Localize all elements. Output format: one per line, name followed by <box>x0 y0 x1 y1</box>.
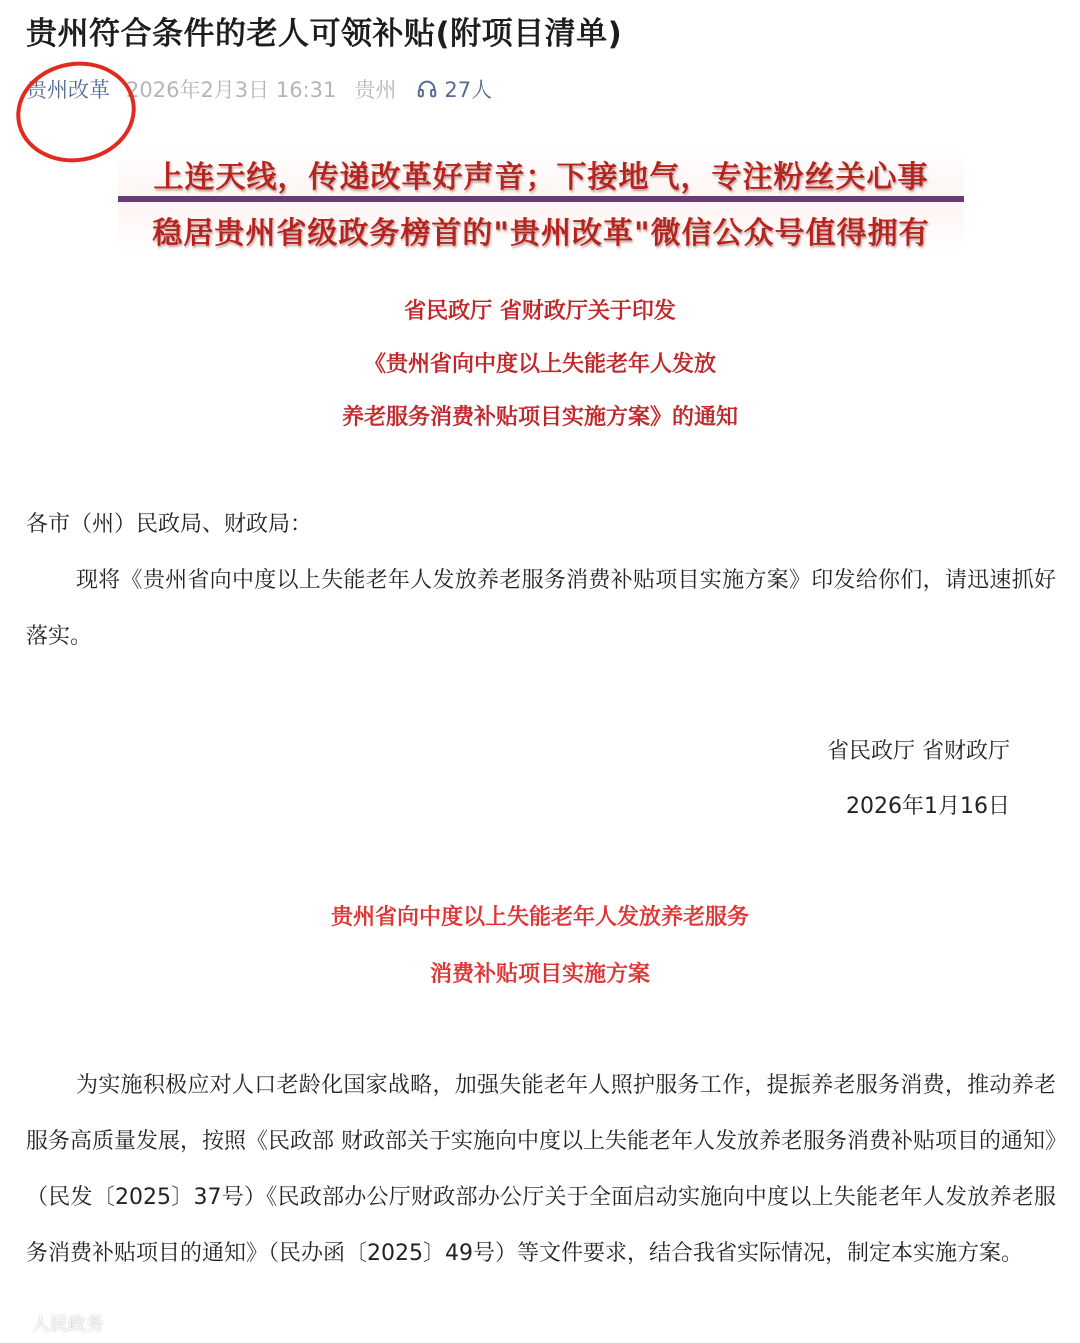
listener-count: 27人 <box>444 78 493 102</box>
publish-date: 2026年2月3日 16:31 <box>126 78 337 102</box>
notice-title-line-1: 省民政厅 省财政厅关于印发 <box>404 299 676 324</box>
promo-banner <box>118 148 964 252</box>
notice-recipients: 各市（州）民政局、财政局： <box>26 512 313 537</box>
banner-line-1: 上连天线，传递改革好声音；下接地气，专注粉丝关心事 <box>153 160 929 195</box>
plan-intro-paragraph: 为实施积极应对人口老龄化国家战略，加强失能老年人照护服务工作，提振养老服务消费，推动养老服务高质量发展，按照《民政部 财政部关于实施向中度以上失能老年人发放养老服务消费补贴项目的通知》（民发〔2025〕37号）《民政部办公厅财政部办公厅关于全面启动实施向中度以上失能老年人发放养老服务消费补贴项目的通知》（民办函〔2025〕49号）等文件要求，结合我省实际情况，制定本实施方案。 <box>26 1073 1056 1266</box>
listen-button[interactable] <box>416 74 492 104</box>
notice-body: 现将《贵州省向中度以上失能老年人发放养老服务消费补贴项目实施方案》印发给你们，请迅速抓好落实。 <box>26 568 1056 649</box>
plan-title-line-1: 贵州省向中度以上失能老年人发放养老服务 <box>330 905 749 930</box>
headphones-icon <box>416 78 438 100</box>
watermark <box>6 1310 104 1336</box>
notice-title-line-3: 养老服务消费补贴项目实施方案》的通知 <box>341 405 738 430</box>
notice-sign-date: 2026年1月16日 <box>846 794 1010 819</box>
banner-divider <box>118 196 964 202</box>
plan-title-line-2: 消费补贴项目实施方案 <box>429 962 650 987</box>
article-title: 贵州符合条件的老人可领补贴(附项目清单) <box>26 16 623 52</box>
notice-signature: 省民政厅 省财政厅 <box>827 739 1010 764</box>
article-meta <box>26 72 492 106</box>
banner-line-2: 稳居贵州省级政务榜首的"贵州改革"微信公众号值得拥有 <box>152 216 930 251</box>
notice-title-line-2: 《贵州省向中度以上失能老年人发放 <box>363 352 716 377</box>
camera-icon <box>6 1313 26 1333</box>
publish-region: 贵州 <box>354 78 397 102</box>
account-name-link[interactable]: 贵州改革 <box>26 78 110 102</box>
watermark-text: 人民政务 <box>32 1314 104 1335</box>
